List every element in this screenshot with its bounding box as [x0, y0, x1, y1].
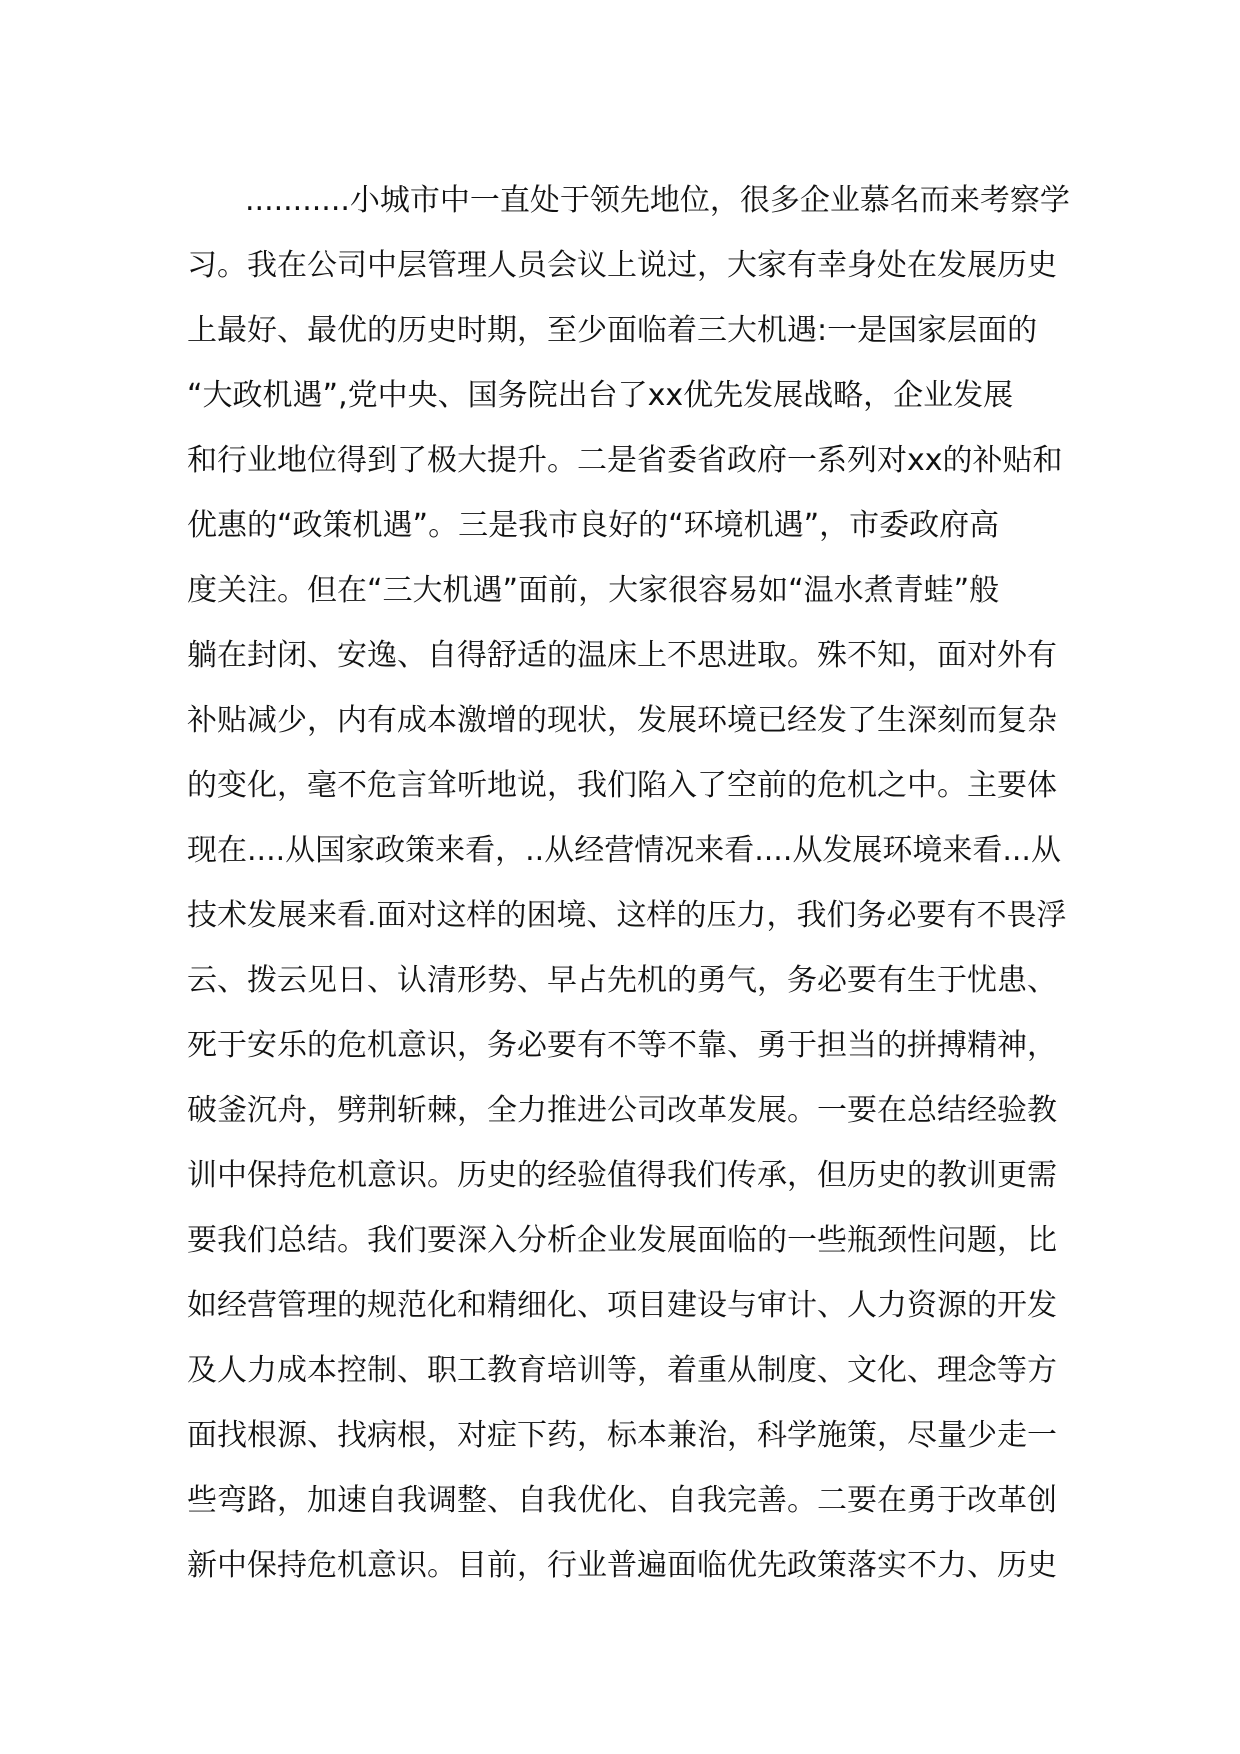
text-line: 死于安乐的危机意识，务必要有不等不靠、勇于担当的拼搏精神，: [187, 1028, 1057, 1063]
text-line: 训中保持危机意识。历史的经验值得我们传承，但历史的教训更需: [187, 1158, 1057, 1193]
text-line: 和行业地位得到了极大提升。二是省委省政府一系列对xx的补贴和: [187, 443, 1063, 478]
text-line: 云、拨云见日、认清形势、早占先机的勇气，务必要有生于忧患、: [187, 963, 1057, 998]
text-line: 新中保持危机意识。目前，行业普遍面临优先政策落实不力、历史: [187, 1548, 1057, 1583]
text-line: 破釜沉舟，劈荆斩棘，全力推进公司改革发展。一要在总结经验教: [187, 1093, 1057, 1128]
text-line: 躺在封闭、安逸、自得舒适的温床上不思进取。殊不知，面对外有: [187, 638, 1057, 673]
text-line: 面找根源、找病根，对症下药，标本兼治，科学施策，尽量少走一: [187, 1418, 1057, 1453]
text-line: 上最好、最优的历史时期，至少面临着三大机遇:一是国家层面的: [187, 313, 1038, 348]
text-line: 要我们总结。我们要深入分析企业发展面临的一些瓶颈性问题，比: [187, 1223, 1057, 1258]
text-line: 度关注。但在“三大机遇”面前，大家很容易如“温水煮青蛙”般: [187, 573, 1000, 608]
text-line: ...........小城市中一直处于领先地位，很多企业慕名而来考察学: [245, 183, 1070, 218]
text-line: 现在....从国家政策来看，..从经营情况来看....从发展环境来看...从: [187, 833, 1061, 868]
text-line: 优惠的“政策机遇”。三是我市良好的“环境机遇”，市委政府高: [187, 508, 1000, 543]
text-line: 些弯路，加速自我调整、自我优化、自我完善。二要在勇于改革创: [187, 1483, 1057, 1518]
text-line: 及人力成本控制、职工教育培训等，着重从制度、文化、理念等方: [187, 1353, 1057, 1388]
text-line: 习。我在公司中层管理人员会议上说过，大家有幸身处在发展历史: [187, 248, 1057, 283]
text-line: 技术发展来看.面对这样的困境、这样的压力，我们务必要有不畏浮: [187, 898, 1067, 933]
text-line: “大政机遇”,党中央、国务院出台了xx优先发展战略，企业发展: [187, 378, 1014, 413]
text-line: 的变化，毫不危言耸听地说，我们陷入了空前的危机之中。主要体: [187, 768, 1057, 803]
text-line: 补贴减少，内有成本激增的现状，发展环境已经发了生深刻而复杂: [187, 703, 1057, 738]
body-paragraph: [187, 168, 1070, 1598]
text-line: 如经营管理的规范化和精细化、项目建设与审计、人力资源的开发: [187, 1288, 1057, 1323]
